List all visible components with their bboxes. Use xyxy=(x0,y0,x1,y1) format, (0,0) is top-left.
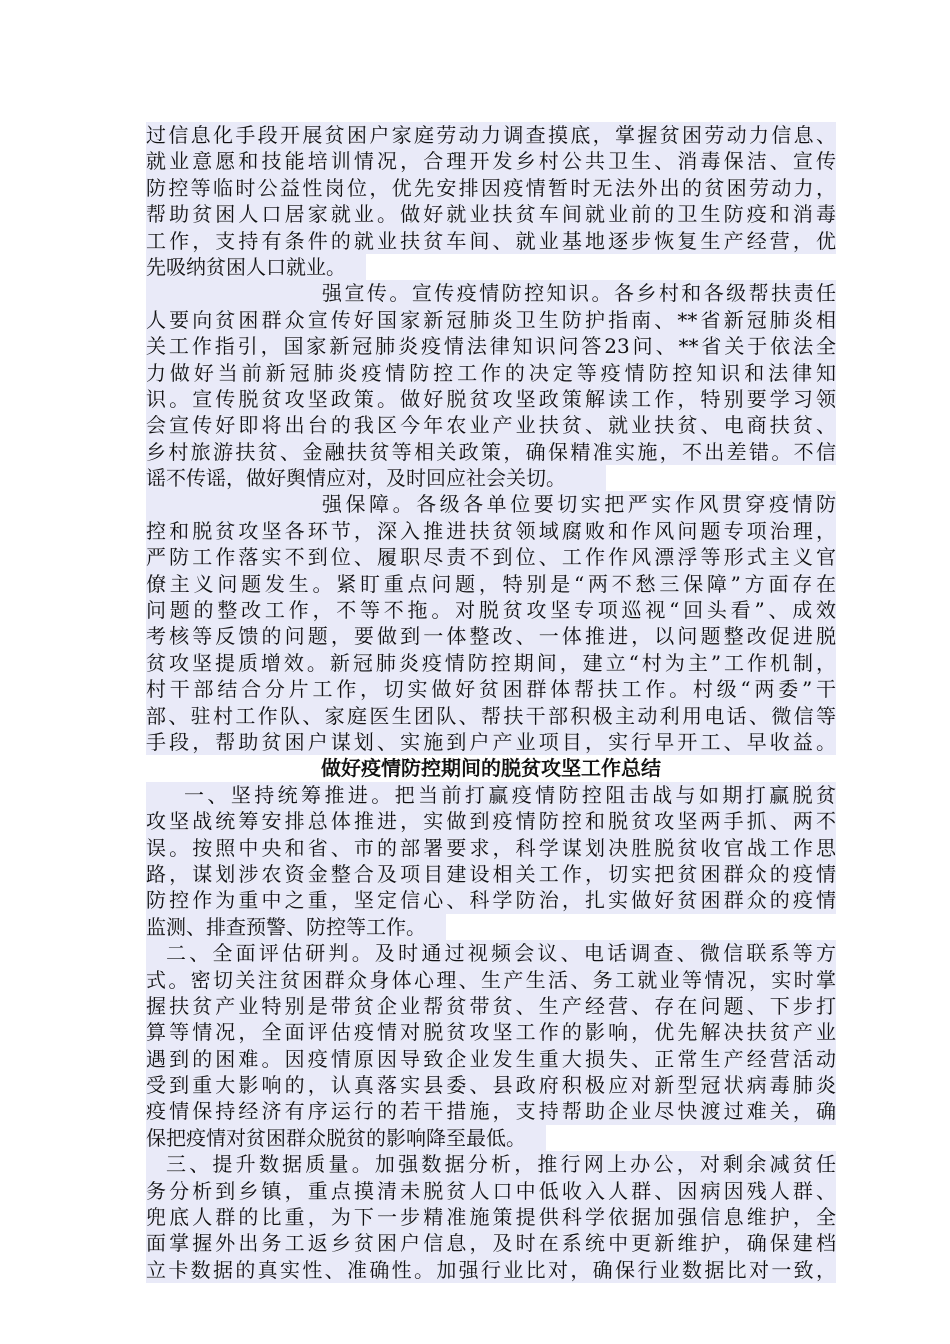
section-line: 保把疫情对贫困群众脱贫的影响降至最低。 xyxy=(146,1125,546,1151)
paragraph-line: 乡村旅游扶贫、金融扶贫等相关政策，确保精准实施，不出差错。不信 xyxy=(146,439,836,464)
paragraph-line: 力做好当前新冠肺炎疫情防控工作的决定等疫情防控知识和法律知 xyxy=(146,360,836,385)
document-heading: 做好疫情防控期间的脱贫攻坚工作总结 xyxy=(146,755,836,781)
paragraph-line: 控和脱贫攻坚各环节，深入推进扶贫领域腐败和作风问题专项治理， xyxy=(146,518,836,543)
paragraph-line: 僚主义问题发生。紧盯重点问题，特别是“两不愁三保障”方面存在 xyxy=(146,571,836,596)
paragraph-line: 村干部结合分片工作，切实做好贫困群体帮扶工作。村级“两委”干 xyxy=(146,677,836,702)
paragraph-line: 严防工作落实不到位、履职尽责不到位、工作作风漂浮等形式主义官 xyxy=(146,545,836,570)
paragraph-line: 识。宣传脱贫攻坚政策。做好脱贫攻坚政策解读工作，特别要学习领 xyxy=(146,386,836,411)
section-line: 式。密切关注贫困群众身体心理、生产生活、务工就业等情况，实时掌 xyxy=(146,967,836,992)
paragraph-line: 帮助贫困人口居家就业。做好就业扶贫车间就业前的卫生防疫和消毒 xyxy=(146,202,836,227)
section-line: 三、提升数据质量。加强数据分析，推行网上办公，对剩余减贫任 xyxy=(146,1151,836,1177)
paragraph-line: 关工作指引，国家新冠肺炎疫情法律知识问答23问、**省关于依法全 xyxy=(146,334,836,359)
paragraph-line: 工作，支持有条件的就业扶贫车间、就业基地逐步恢复生产经营，优 xyxy=(146,228,836,253)
paragraph-line: 人要向贫困群众宣传好国家新冠肺炎卫生防护指南、**省新冠肺炎相 xyxy=(146,307,836,332)
paragraph-line: 手段，帮助贫困户谋划、实施到户产业项目，实行早开工、早收益。 xyxy=(146,729,836,754)
document-body xyxy=(146,122,836,1283)
section-line: 防控作为重中之重，坚定信心、科学防治，扎实做好贫困群众的疫情 xyxy=(146,888,836,913)
section-line: 监测、排查预警、防控等工作。 xyxy=(146,914,446,940)
paragraph-line: 先吸纳贫困人口就业。 xyxy=(146,254,366,280)
section-line: 算等情况，全面评估疫情对脱贫攻坚工作的影响，优先解决扶贫产业 xyxy=(146,1020,836,1045)
section-line: 疫情保持经济有序运行的若干措施，支持帮助企业尽快渡过难关，确 xyxy=(146,1099,836,1124)
section-line: 面掌握外出务工返乡贫困户信息，及时在系统中更新维护，确保建档 xyxy=(146,1231,836,1256)
paragraph-line: 部、驻村工作队、家庭医生团队、帮扶干部积极主动利用电话、微信等 xyxy=(146,703,836,728)
section-line: 立卡数据的真实性、准确性。加强行业比对，确保行业数据比对一致， xyxy=(146,1257,836,1282)
paragraph-line: 过信息化手段开展贫困户家庭劳动力调查摸底，掌握贫困劳动力信息、 xyxy=(146,123,836,147)
paragraph-line: 强保障。各级各单位要切实把严实作风贯穿疫情防 xyxy=(146,491,836,517)
section-line: 一、坚持统筹推进。把当前打赢疫情防控阻击战与如期打赢脱贫 xyxy=(146,782,836,808)
paragraph-line: 考核等反馈的问题，要做到一体整改、一体推进，以问题整改促进脱 xyxy=(146,624,836,649)
section-line: 务分析到乡镇，重点摸清未脱贫人口中低收入人群、因病因残人群、 xyxy=(146,1178,836,1203)
paragraph-line: 就业意愿和技能培训情况，合理开发乡村公共卫生、消毒保洁、宣传 xyxy=(146,149,836,174)
paragraph-line: 问题的整改工作，不等不拖。对脱贫攻坚专项巡视“回头看”、成效 xyxy=(146,598,836,623)
section-line: 受到重大影响的，认真落实县委、县政府积极应对新型冠状病毒肺炎 xyxy=(146,1073,836,1098)
section-line: 误。按照中央和省、市的部署要求，科学谋划决胜脱贫收官战工作思 xyxy=(146,835,836,860)
paragraph-line: 强宣传。宣传疫情防控知识。各乡村和各级帮扶责任 xyxy=(146,280,836,306)
section-line: 遇到的困难。因疫情原因导致企业发生重大损失、正常生产经营活动 xyxy=(146,1046,836,1071)
paragraph-line: 贫攻坚提质增效。新冠肺炎疫情防控期间，建立“村为主”工作机制， xyxy=(146,650,836,675)
section-line: 握扶贫产业特别是带贫企业帮贫带贫、生产经营、存在问题、下步打 xyxy=(146,993,836,1018)
section-line: 攻坚战统筹安排总体推进，实做到疫情防控和脱贫攻坚两手抓、两不 xyxy=(146,809,836,834)
section-line: 二、全面评估研判。及时通过视频会议、电话调查、微信联系等方 xyxy=(146,940,836,966)
section-line: 兜底人群的比重，为下一步精准施策提供科学依据加强信息维护，全 xyxy=(146,1205,836,1230)
section-line: 路，谋划涉农资金整合及项目建设相关工作，切实把贫困群众的疫情 xyxy=(146,861,836,886)
paragraph-line: 谣不传谣，做好舆情应对，及时回应社会关切。 xyxy=(146,465,606,491)
paragraph-line: 会宣传好即将出台的我区今年农业产业扶贫、就业扶贫、电商扶贫、 xyxy=(146,413,836,438)
paragraph-line: 防控等临时公益性岗位，优先安排因疫情暂时无法外出的贫困劳动力， xyxy=(146,175,836,200)
